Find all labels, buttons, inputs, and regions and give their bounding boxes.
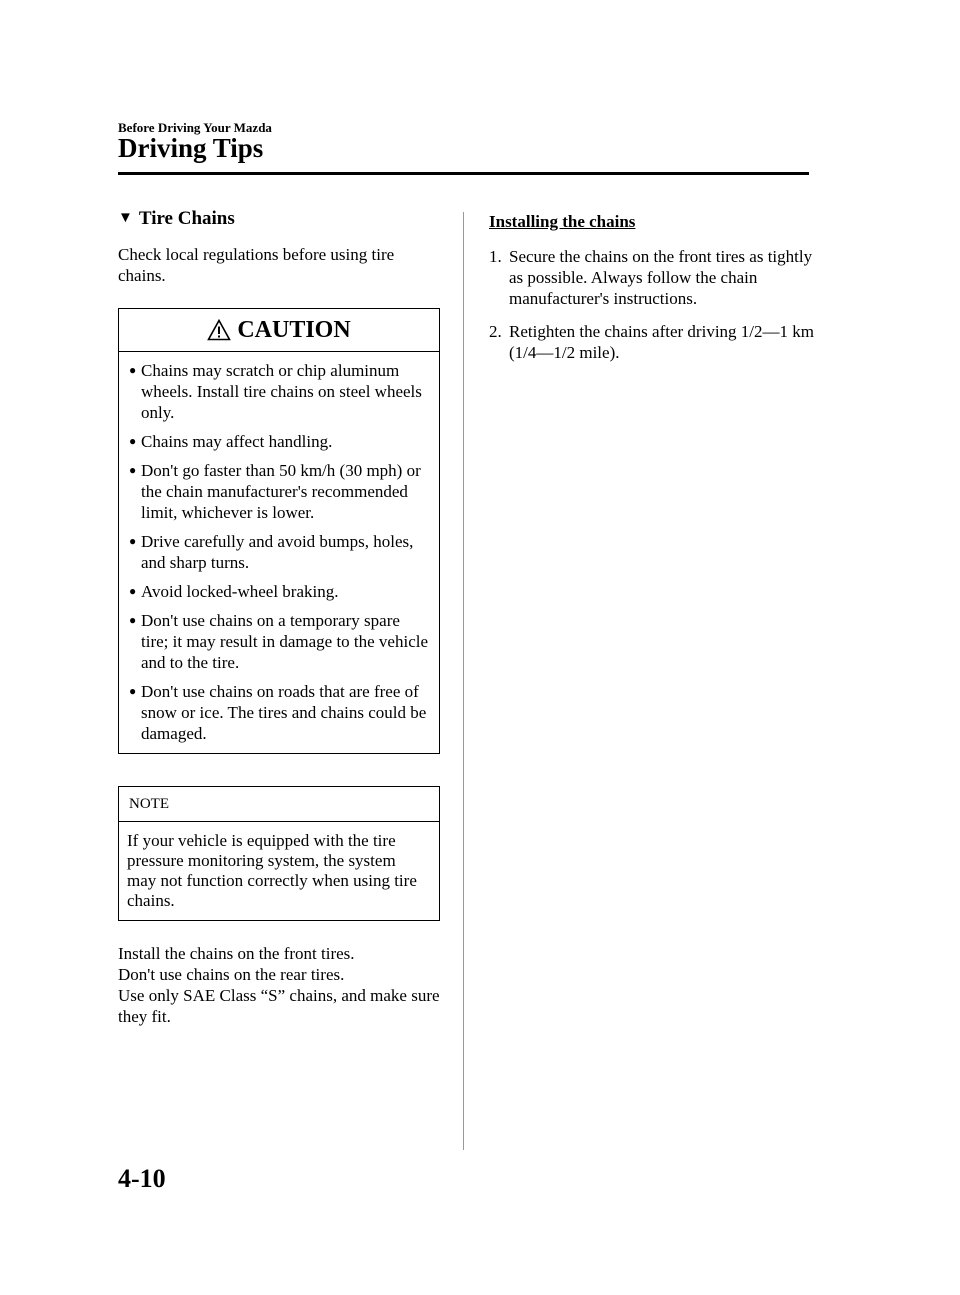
caution-item-text: Avoid locked-wheel braking. [141, 582, 339, 601]
note-box [118, 786, 440, 921]
tire-chains-heading [118, 208, 440, 230]
note-text: If your vehicle is equipped with the tire pressure monitoring system, the system may not function correctly when using tire chains. [127, 831, 417, 910]
step-text: Secure the chains on the front tires as tightly as possible. Always follow the chain manufacturer's instructions. [509, 247, 813, 308]
caution-item-text: Don't use chains on a temporary spare tire; it may result in damage to the vehicle and to the tire. [141, 611, 429, 672]
step-number: 2. [489, 322, 502, 341]
intro-text: Check local regulations before using tire chains. [118, 245, 395, 285]
step-text: Retighten the chains after driving 1/2―1 km (1/4―1/2 mile). [509, 322, 814, 362]
caution-item [129, 681, 429, 744]
install-line: Install the chains on the front tires. [118, 944, 355, 963]
column-divider [463, 212, 464, 1150]
step-item [489, 321, 819, 363]
caution-item-text: Don't go faster than 50 km/h (30 mph) or the chain manufacturer's recommended limit, whichever is lower. [141, 461, 421, 522]
bullet-icon: ● [129, 684, 137, 698]
right-column [489, 212, 819, 375]
install-line: Don't use chains on the rear tires. [118, 965, 345, 984]
bullet-icon: ● [129, 434, 137, 448]
header-rule [118, 172, 809, 175]
caution-item [129, 610, 429, 673]
section-label: Before Driving Your Mazda [118, 120, 272, 135]
step-number: 1. [489, 247, 502, 266]
caution-box [118, 308, 440, 754]
step-item [489, 246, 819, 309]
caution-item-text: Chains may affect handling. [141, 432, 333, 451]
page-title: Driving Tips [118, 133, 264, 163]
caution-header [119, 309, 439, 352]
caution-item [129, 460, 429, 523]
caution-item-text: Chains may scratch or chip aluminum wheels. Install tire chains on steel wheels only. [141, 361, 422, 422]
page-number: 4-10 [118, 1164, 166, 1193]
warning-triangle-icon [207, 319, 231, 341]
install-line: Use only SAE Class “S” chains, and make sure they fit. [118, 986, 440, 1026]
steps-list [489, 246, 819, 363]
bullet-icon: ● [129, 613, 137, 627]
caution-item [129, 431, 429, 452]
down-triangle-icon: ▼ [118, 209, 133, 226]
caution-item [129, 360, 429, 423]
caution-item-text: Drive carefully and avoid bumps, holes, and sharp turns. [141, 532, 414, 572]
caution-item [129, 581, 429, 602]
caution-list [119, 352, 439, 753]
caution-item [129, 531, 429, 573]
tire-chains-heading-text: Tire Chains [138, 208, 235, 229]
note-title: NOTE [119, 787, 439, 822]
bullet-icon: ● [129, 363, 137, 377]
caution-item-text: Don't use chains on roads that are free of snow or ice. The tires and chains could be damaged. [141, 682, 427, 743]
caution-title: CAUTION [237, 316, 351, 343]
bullet-icon: ● [129, 534, 137, 548]
install-text [118, 943, 440, 1027]
bullet-icon: ● [129, 463, 137, 477]
left-column [118, 208, 440, 1027]
bullet-icon: ● [129, 584, 137, 598]
installing-heading: Installing the chains [489, 212, 636, 231]
